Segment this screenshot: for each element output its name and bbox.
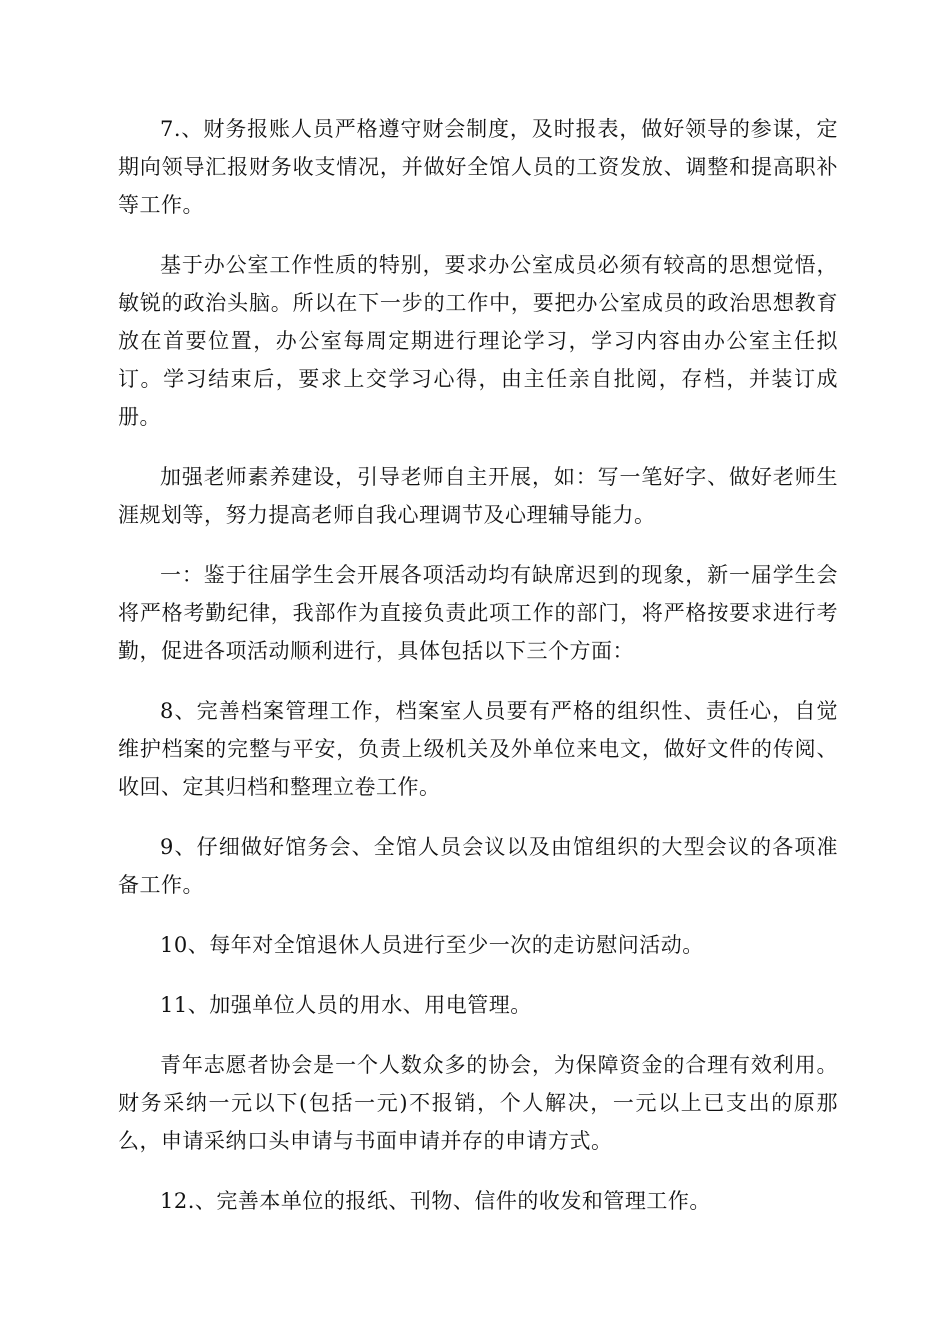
document-body xyxy=(118,110,838,1242)
paragraph-office-requirements: 基于办公室工作性质的特别，要求办公室成员必须有较高的思想觉悟，敏锐的政治头脑。所以在下一步的工作中，要把办公室成员的政治思想教育放在首要位置，办公室每周定期进行理论学习，学习内容由办公室主任拟订。学习结束后，要求上交学习心得，由主任亲自批阅，存档，并装订成册。 xyxy=(118,253,838,429)
paragraph-item-8: 8、完善档案管理工作，档案室人员要有严格的组织性、责任心，自觉维护档案的完整与平安，负责上级机关及外单位来电文，做好文件的传阅、收回、定其归档和整理立卷工作。 xyxy=(118,699,838,799)
paragraph-teacher-development: 加强老师素养建设，引导老师自主开展，如：写一笔好字、做好老师生涯规划等，努力提高老师自我心理调节及心理辅导能力。 xyxy=(118,465,838,527)
paragraph-attendance-discipline: 一：鉴于往届学生会开展各项活动均有缺席迟到的现象，新一届学生会将严格考勤纪律，我部作为直接负责此项工作的部门，将严格按要求进行考勤，促进各项活动顺利进行，具体包括以下三个方面： xyxy=(118,563,838,663)
paragraph-volunteer-finance: 青年志愿者协会是一个人数众多的协会，为保障资金的合理有效利用。财务采纳一元以下(包括一元)不报销，个人解决，一元以上已支出的原那么，申请采纳口头申请与书面申请并存的申请方式。 xyxy=(118,1053,838,1153)
paragraph-item-10: 10、每年对全馆退休人员进行至少一次的走访慰问活动。 xyxy=(160,933,704,957)
paragraph-item-12: 12.、完善本单位的报纸、刊物、信件的收发和管理工作。 xyxy=(160,1189,711,1213)
paragraph-item-11: 11、加强单位人员的用水、用电管理。 xyxy=(160,993,532,1017)
paragraph-item-9: 9、仔细做好馆务会、全馆人员会议以及由馆组织的大型会议的各项准备工作。 xyxy=(118,835,838,897)
paragraph-item-7: 7.、财务报账人员严格遵守财会制度，及时报表，做好领导的参谋，定期向领导汇报财务收支情况，并做好全馆人员的工资发放、调整和提高职补等工作。 xyxy=(118,117,838,217)
